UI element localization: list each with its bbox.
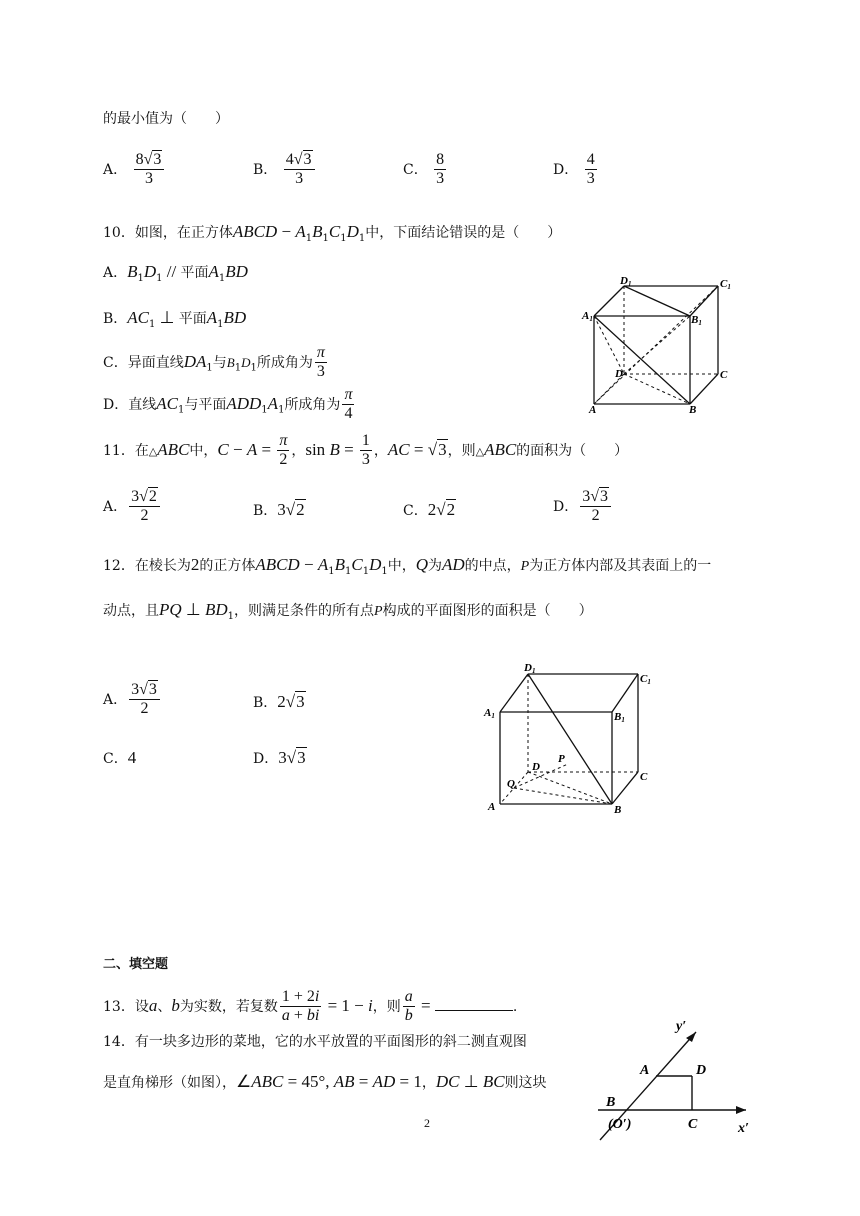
q12-stem-line2: 动点，且PQ ⊥ $BD_1$，则满足条件的所有点P构成的平面图形的面积是（ ） — [103, 600, 593, 622]
svg-text:D: D — [696, 1063, 707, 1078]
q10-option-d: D．直线$AC_1$与平面$ADD_1A_1$所成角为 $\frac{\pi}{4}$ — [103, 386, 353, 423]
svg-text:B: B — [606, 1095, 616, 1110]
svg-text:B: B — [614, 804, 622, 816]
q9-option-a: A． $\frac{8√3}{3}$ — [103, 151, 166, 189]
q9-option-d: D． $\frac{4}{3}$ — [553, 151, 595, 188]
svg-text:(O′): (O′) — [608, 1117, 632, 1132]
q14-line1: 14．有一块多边形的菜地，它的水平放置的平面图形的斜二测直观图 — [103, 1034, 527, 1050]
svg-text:C1: C1 — [640, 673, 651, 686]
svg-text:A1: A1 — [484, 707, 495, 720]
q14-trapezoid-figure — [578, 1012, 778, 1142]
svg-text:A: A — [640, 1063, 650, 1078]
q13-answer-blank[interactable] — [435, 1010, 513, 1011]
svg-text:D: D — [615, 368, 623, 380]
q10-cube-figure — [580, 276, 740, 416]
svg-text:A: A — [589, 404, 597, 416]
svg-text:C1: C1 — [720, 278, 731, 291]
svg-text:D1: D1 — [524, 662, 536, 675]
q9-option-c: C． $\frac{8}{3}$ — [403, 151, 445, 188]
svg-text:A: A — [488, 801, 496, 813]
svg-text:A1: A1 — [582, 310, 593, 323]
svg-text:D: D — [532, 761, 540, 773]
section-title-fill-in: 二、填空题 — [103, 957, 169, 972]
q12-cube-figure — [480, 660, 660, 820]
svg-text:x′: x′ — [738, 1121, 749, 1136]
q11-option-d: D． $\frac{3√3}{2}$ — [553, 488, 613, 526]
q14-line2: 是直角梯形（如图），∠ABC = 45°, AB = AD = 1，DC ⊥ BC则这块 — [103, 1072, 547, 1091]
svg-text:B1: B1 — [691, 314, 702, 327]
q12-option-b: B．2√3 — [253, 692, 305, 711]
svg-text:C: C — [640, 771, 648, 783]
q9-tail: 的最小值为（ ） — [103, 111, 229, 127]
x-axis-arrow-icon — [736, 1106, 746, 1114]
svg-text:C: C — [720, 369, 728, 381]
svg-text:Q: Q — [507, 778, 515, 790]
q12-option-d: D．3√3 — [253, 748, 306, 767]
q13-stem: 13．设a、b为实数，若复数 $\frac{1 + 2i}{a + bi}$ = 1 − i，则 $\frac{a}{b}$ = . — [103, 988, 518, 1025]
q12-option-a: A． $\frac{3√3}{2}$ — [103, 681, 162, 719]
q12-option-c: C．4 — [103, 748, 137, 767]
q10-option-b: B．$AC_1$ ⊥ 平面$A_1BD$ — [103, 308, 247, 330]
y-axis-arrow-icon — [686, 1032, 696, 1042]
svg-text:C: C — [688, 1117, 698, 1132]
svg-text:B1: B1 — [614, 711, 625, 724]
svg-text:B: B — [689, 404, 697, 416]
q10-stem: 10．如图，在正方体ABCD − $A_1B_1C_1D_1$中，下面结论错误的是（ ） — [103, 222, 562, 244]
q12-stem-line1: 12．在棱长为2的正方体ABCD − $A_1B_1C_1D_1$中，Q为AD的中点，P为正方体内部及其表面上的一 — [103, 555, 712, 577]
svg-text:P: P — [558, 753, 565, 765]
svg-text:y′: y′ — [676, 1019, 687, 1034]
svg-text:D1: D1 — [620, 276, 632, 288]
q11-option-a: A． $\frac{3√2}{2}$ — [103, 488, 162, 526]
q10-option-c: C．异面直线$DA_1$与$B_1D_1$所成角为 $\frac{\pi}{3}$ — [103, 344, 325, 381]
q10-option-a: A．$B_1D_1$ // 平面$A_1BD$ — [103, 262, 248, 284]
q11-option-c: C．2√2 — [403, 500, 456, 519]
q11-option-b: B．3√2 — [253, 500, 305, 519]
q9-option-b: B． $\frac{4√3}{3}$ — [253, 151, 317, 189]
q11-stem: 11．在△ABC中，C − A = $\frac{\pi}{2}$ ，sin B = $\frac{1}{3}$ ，AC = √3，则△ABC的面积为（ ） — [103, 432, 629, 469]
page-number: 2 — [424, 1116, 430, 1130]
